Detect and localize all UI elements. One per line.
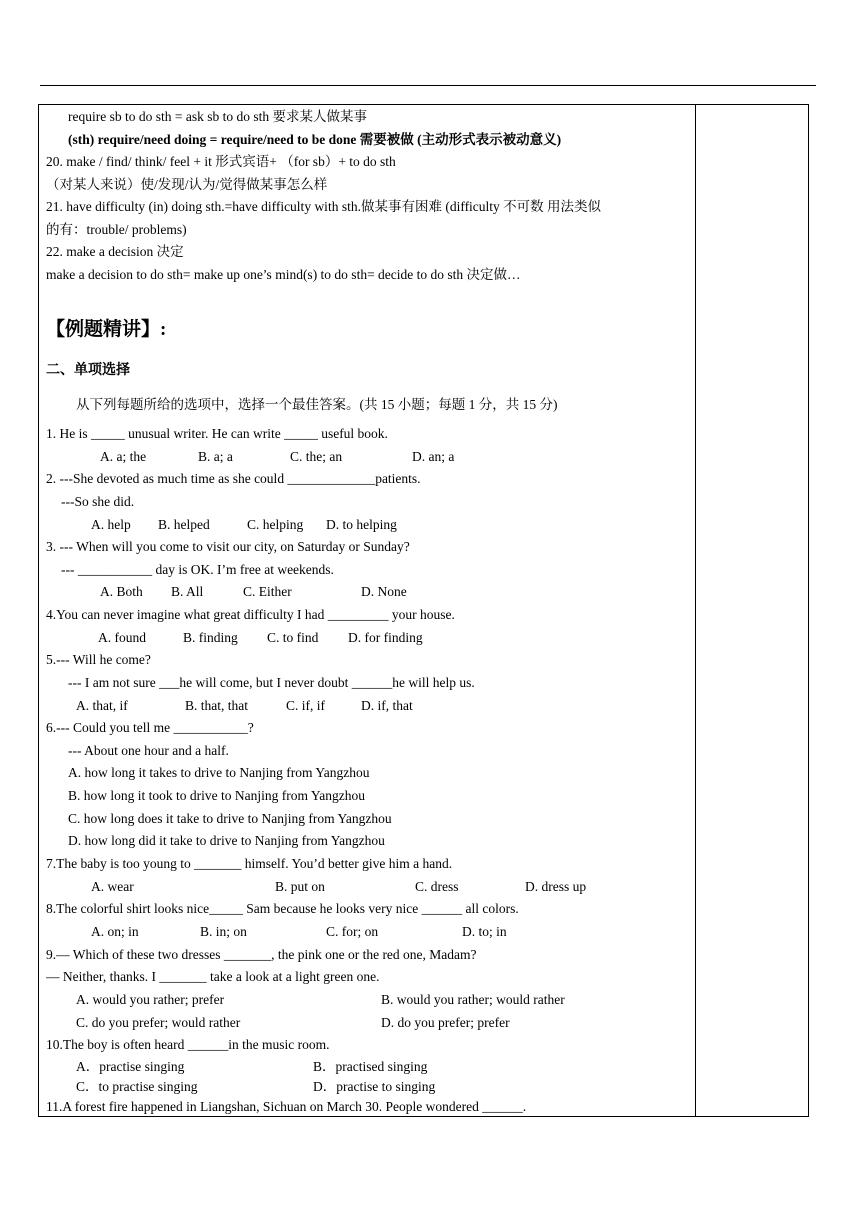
option: B. in; on <box>200 924 247 939</box>
note-line: (sth) require/need doing = require/need to be done 需要被做 (主动形式表示被动意义) <box>68 132 562 147</box>
option: A. a; the <box>100 449 147 464</box>
question-4: 4.You can never imagine what great difficulty I had _________ your house. <box>46 607 455 622</box>
option: D. to; in <box>462 924 507 939</box>
question-5: 5.--- Will he come? <box>46 652 151 667</box>
question-line: --- ___________ day is OK. I’m free at weekends. <box>61 562 334 577</box>
option: B. that, that <box>185 698 248 713</box>
question-10: 10.The boy is often heard ______in the music room. <box>46 1037 330 1052</box>
option: B．practised singing <box>313 1059 428 1074</box>
option: B. how long it took to drive to Nanjing from Yangzhou <box>68 788 365 803</box>
question-6: 6.--- Could you tell me ___________? <box>46 720 254 735</box>
option: C．to practise singing <box>76 1079 198 1094</box>
note-line: （对某人来说）使/发现/认为/觉得做某事怎么样 <box>46 177 328 192</box>
option: C. if, if <box>286 698 325 713</box>
option: D. for finding <box>348 630 423 645</box>
question-11: 11.A forest fire happened in Liangshan, Sichuan on March 30. People wondered ______. <box>46 1099 527 1114</box>
question-line: ---So she did. <box>61 494 135 509</box>
option: A. wear <box>91 879 134 894</box>
option: D. do you prefer; prefer <box>381 1015 510 1030</box>
sub-title: 二、单项选择 <box>46 363 130 378</box>
question-7: 7.The baby is too young to _______ himself. You’d better give him a hand. <box>46 856 453 871</box>
instructions: 从下列每题所给的选项中，选择一个最佳答案。(共 15 小题；每题 1 分，共 15 分) <box>76 397 558 412</box>
question-line: — Neither, thanks. I _______ take a look at a light green one. <box>46 969 380 984</box>
option: A. Both <box>100 584 143 599</box>
note-line: 20. make / find/ think/ feel + it 形式宾语+ （for sb）+ to do sth <box>46 154 396 169</box>
option: A. found <box>98 630 146 645</box>
question-9: 9.— Which of these two dresses _______, the pink one or the red one, Madam? <box>46 947 477 962</box>
option: D. dress up <box>525 879 587 894</box>
option: A. help <box>91 517 131 532</box>
option: C. do you prefer; would rather <box>76 1015 241 1030</box>
option: D. to helping <box>326 517 397 532</box>
note-line: require sb to do sth = ask sb to do sth 要求某人做某事 <box>68 109 367 124</box>
option: B. put on <box>275 879 325 894</box>
option: D. how long did it take to drive to Nanjing from Yangzhou <box>68 833 385 848</box>
option: C. helping <box>247 517 304 532</box>
option: D. an; a <box>412 449 455 464</box>
option: D．practise to singing <box>313 1079 436 1094</box>
note-line: 22. make a decision 决定 <box>46 244 184 259</box>
question-line: --- About one hour and a half. <box>68 743 229 758</box>
option: B. All <box>171 584 204 599</box>
option: B. would you rather; would rather <box>381 992 565 1007</box>
option: D. None <box>361 584 407 599</box>
question-line: --- I am not sure ___he will come, but I never doubt ______he will help us. <box>68 675 475 690</box>
option: D. if, that <box>361 698 413 713</box>
note-line: 的有：trouble/ problems) <box>46 222 187 237</box>
option: B. finding <box>183 630 238 645</box>
option: A. on; in <box>91 924 139 939</box>
header-rule <box>40 85 816 86</box>
question-1: 1. He is _____ unusual writer. He can write _____ useful book. <box>46 426 388 441</box>
option: A. how long it takes to drive to Nanjing from Yangzhou <box>68 765 370 780</box>
note-line: 21. have difficulty (in) doing sth.=have difficulty with sth.做某事有困难 (difficulty 不可数 用法类似 <box>46 199 602 214</box>
question-3: 3. --- When will you come to visit our city, on Saturday or Sunday? <box>46 539 410 554</box>
option: C. how long does it take to drive to Nanjing from Yangzhou <box>68 811 392 826</box>
question-8: 8.The colorful shirt looks nice_____ Sam because he looks very nice ______ all colors. <box>46 901 519 916</box>
option: C. for; on <box>326 924 379 939</box>
option: B. helped <box>158 517 210 532</box>
option: A. would you rather; prefer <box>76 992 225 1007</box>
question-2: 2. ---She devoted as much time as she could _____________patients. <box>46 471 421 486</box>
option: C. to find <box>267 630 319 645</box>
option: A. that, if <box>76 698 128 713</box>
option: C. the; an <box>290 449 343 464</box>
option: A．practise singing <box>76 1059 185 1074</box>
table-column-divider <box>695 105 696 1116</box>
option: B. a; a <box>198 449 233 464</box>
option: C. dress <box>415 879 459 894</box>
option: C. Either <box>243 584 292 599</box>
section-title: 【例题精讲】: <box>46 319 167 340</box>
note-line: make a decision to do sth= make up one’s mind(s) to do sth= decide to do sth 决定做… <box>46 267 521 282</box>
